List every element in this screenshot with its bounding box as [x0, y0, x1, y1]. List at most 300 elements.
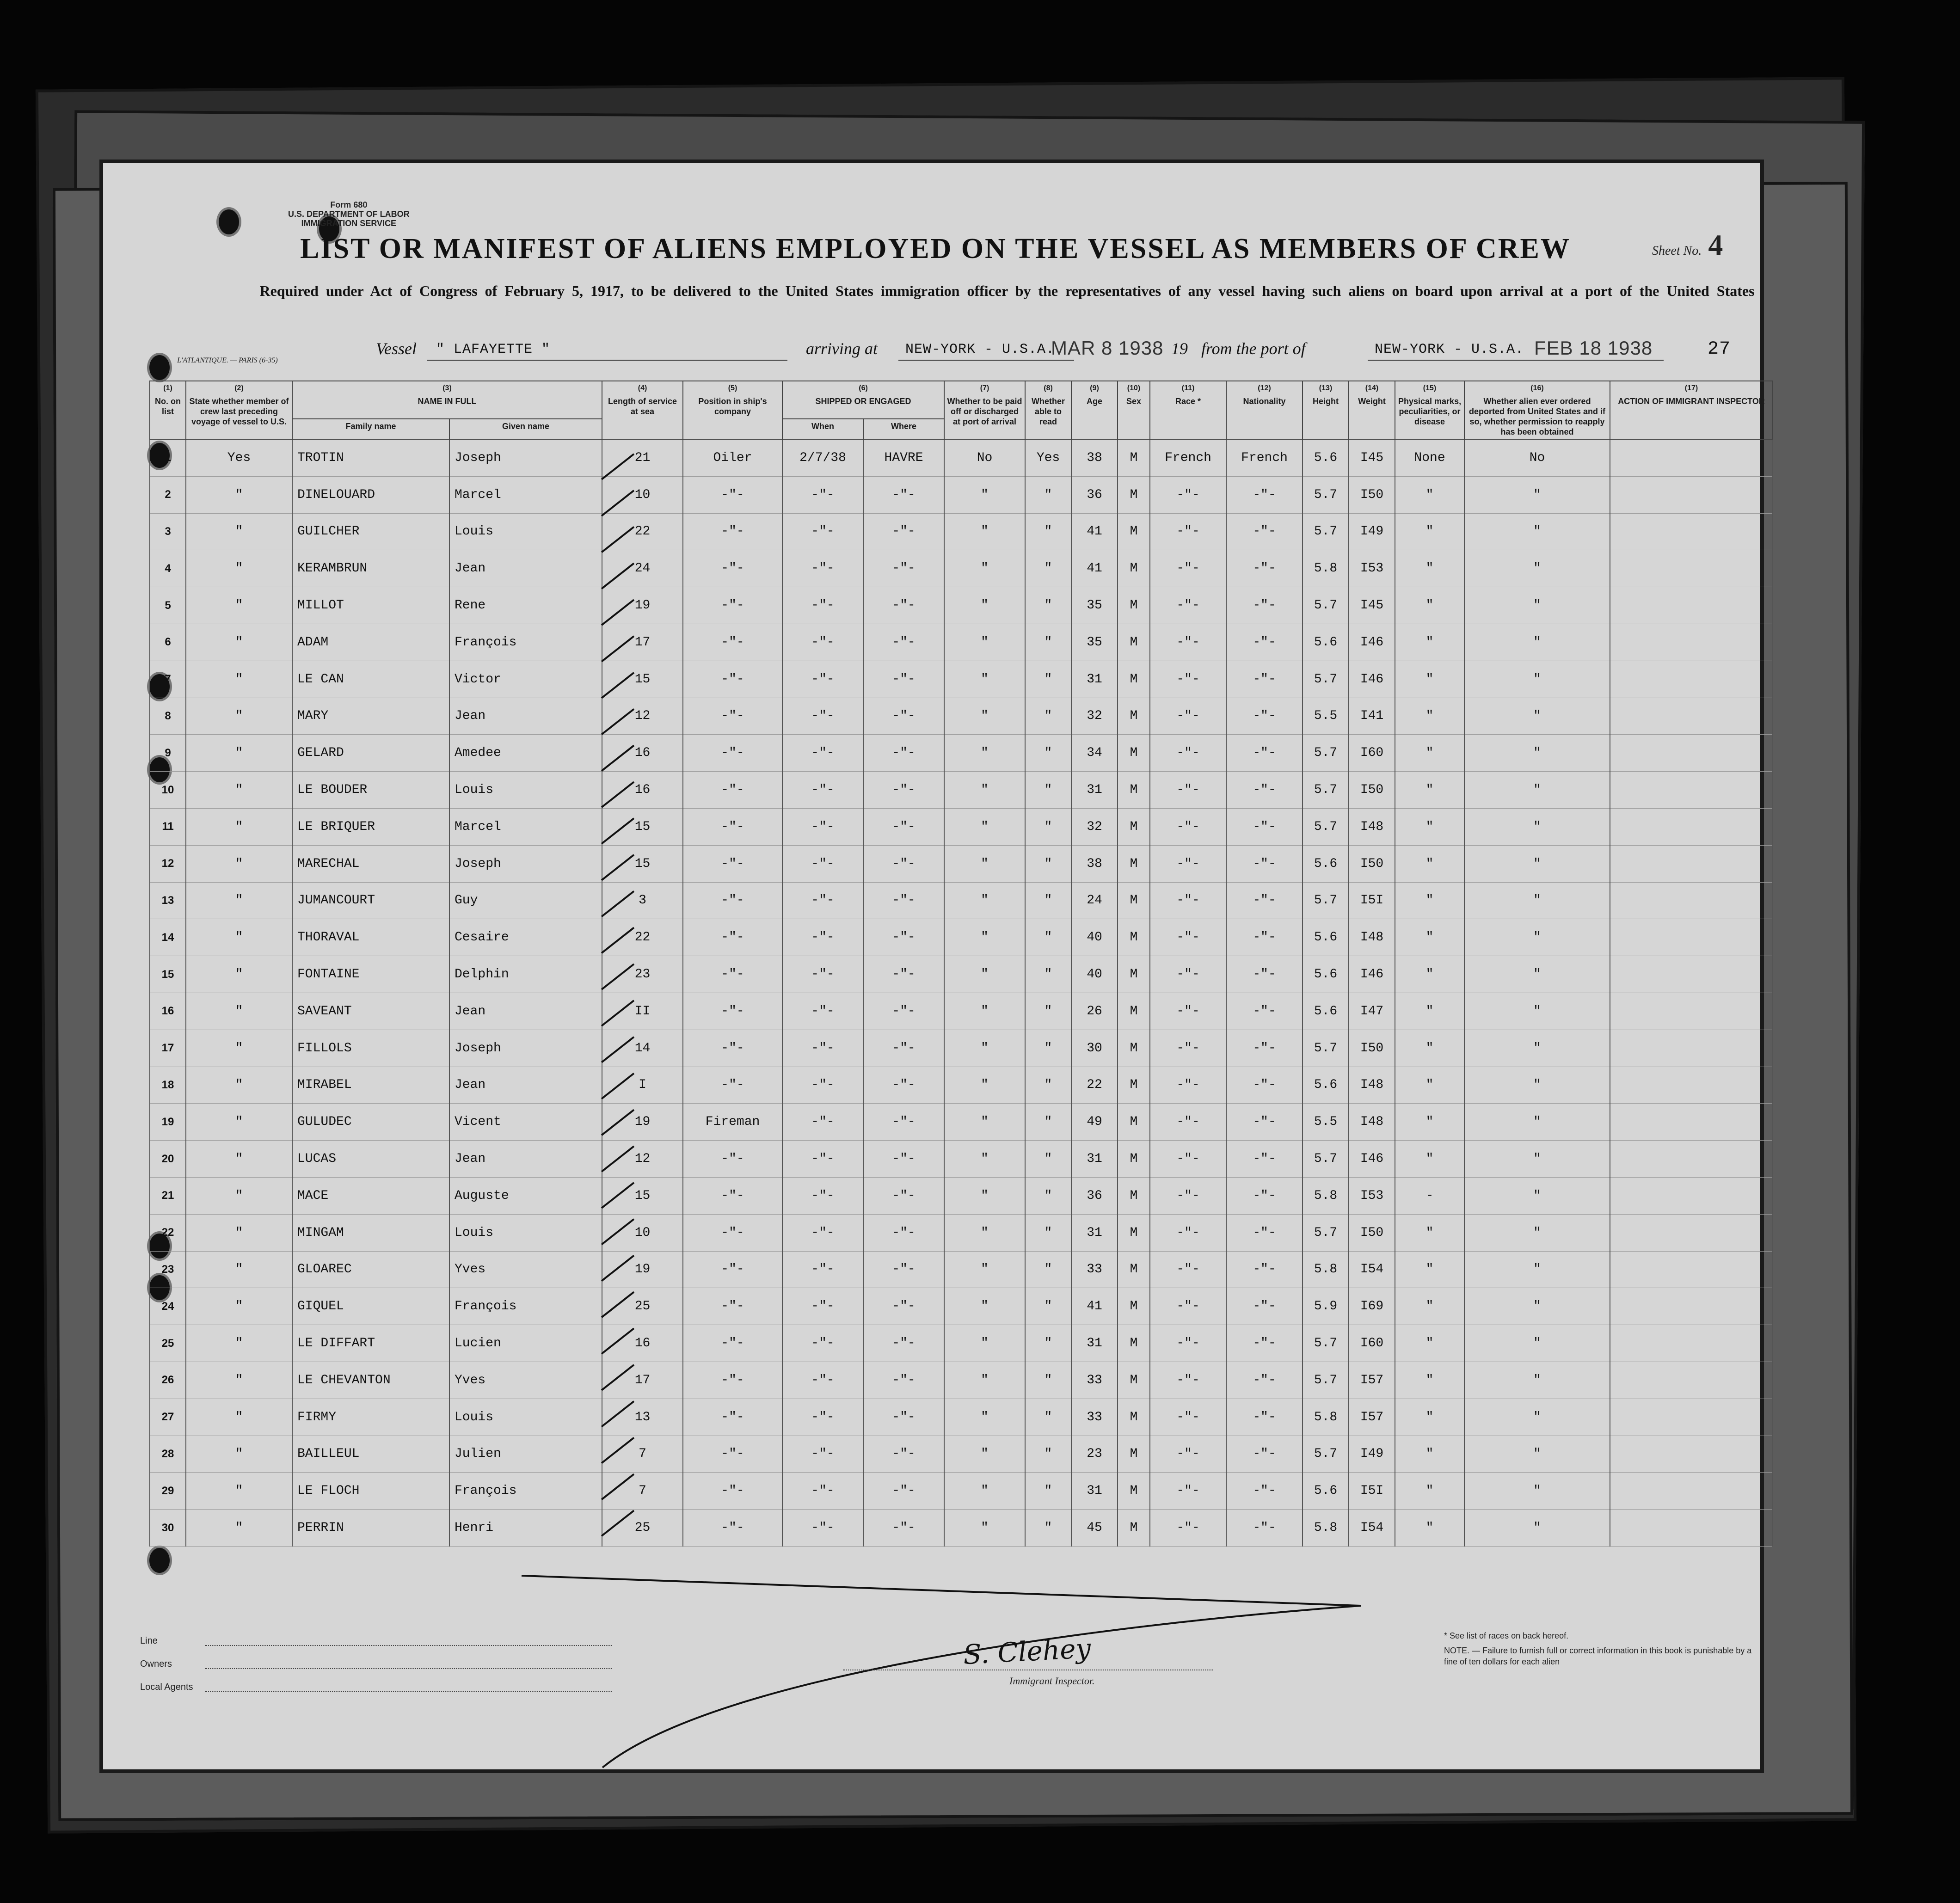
cell-given: Louis [449, 513, 602, 550]
cell-height: 5.6 [1303, 439, 1349, 476]
col-header-height: (13) Height [1303, 381, 1349, 439]
cell-race: -"- [1150, 1251, 1226, 1288]
cell-paid: " [944, 1030, 1025, 1067]
cell-family: FONTAINE [292, 956, 449, 993]
cell-where: -"- [863, 735, 944, 772]
table-row [150, 956, 1773, 993]
cell-no: 2 [150, 476, 186, 513]
col-header-weight: (14) Weight [1349, 381, 1395, 439]
arriving-label: arriving at [806, 339, 878, 358]
cell-height: 5.7 [1303, 735, 1349, 772]
cell-read: " [1025, 1141, 1071, 1178]
manifest-page [99, 160, 1764, 1773]
cell-race: -"- [1150, 1141, 1226, 1178]
cell-service: 25 [602, 1288, 683, 1325]
cell-deported: " [1464, 1473, 1610, 1510]
cell-height: 5.7 [1303, 513, 1349, 550]
cell-prev: " [186, 993, 292, 1030]
cell-weight: I45 [1349, 439, 1395, 476]
cell-family: GLOAREC [292, 1251, 449, 1288]
cell-given: Jean [449, 993, 602, 1030]
cell-paid: " [944, 845, 1025, 882]
cell-where: -"- [863, 882, 944, 919]
cell-prev: " [186, 845, 292, 882]
cell-deported: " [1464, 956, 1610, 993]
cell-prev: " [186, 1251, 292, 1288]
cell-prev: " [186, 698, 292, 735]
cell-deported: " [1464, 476, 1610, 513]
cell-position: -"- [683, 661, 782, 698]
cell-weight: I48 [1349, 808, 1395, 845]
cell-deported: " [1464, 735, 1610, 772]
cell-race: -"- [1150, 550, 1226, 587]
cell-sex: M [1118, 919, 1150, 956]
arriving-port: NEW-YORK - U.S.A. [905, 342, 1055, 357]
cell-family: FIRMY [292, 1399, 449, 1436]
cell-age: 32 [1071, 808, 1118, 845]
table-row [150, 845, 1773, 882]
cell-read: " [1025, 1067, 1071, 1104]
cell-sex: M [1118, 956, 1150, 993]
arrival-date-stamp: MAR 8 1938 [1051, 337, 1164, 359]
cell-given: Yves [449, 1362, 602, 1399]
cell-where: -"- [863, 1510, 944, 1547]
cell-weight: I48 [1349, 919, 1395, 956]
table-row [150, 1473, 1773, 1510]
cell-nationality: -"- [1226, 661, 1303, 698]
cell-action [1610, 1104, 1773, 1141]
cell-nationality: -"- [1226, 698, 1303, 735]
cell-given: Jean [449, 1067, 602, 1104]
cell-prev: " [186, 772, 292, 809]
table-row [150, 1214, 1773, 1251]
cell-action [1610, 1214, 1773, 1251]
cell-position: -"- [683, 550, 782, 587]
cell-nationality: -"- [1226, 1141, 1303, 1178]
cell-age: 35 [1071, 587, 1118, 624]
cell-no: 4 [150, 550, 186, 587]
cell-sex: M [1118, 1030, 1150, 1067]
cell-age: 41 [1071, 1288, 1118, 1325]
cell-marks: " [1395, 1399, 1464, 1436]
cell-where: -"- [863, 624, 944, 661]
cell-paid: " [944, 1399, 1025, 1436]
cell-weight: I46 [1349, 956, 1395, 993]
cell-service: 25 [602, 1510, 683, 1547]
cell-no: 24 [150, 1288, 186, 1325]
cell-sex: M [1118, 1362, 1150, 1399]
cell-sex: M [1118, 1510, 1150, 1547]
cell-when: -"- [782, 1325, 863, 1362]
table-row [150, 1510, 1773, 1547]
cell-weight: I54 [1349, 1510, 1395, 1547]
cell-service: 21 [602, 439, 683, 476]
cell-prev: " [186, 513, 292, 550]
table-row [150, 1399, 1773, 1436]
col-header-name: (3) NAME IN FULL [292, 381, 602, 419]
cell-height: 5.7 [1303, 1214, 1349, 1251]
cell-height: 5.6 [1303, 845, 1349, 882]
cell-age: 31 [1071, 1141, 1118, 1178]
page-number: 27 [1708, 339, 1731, 360]
cell-marks: " [1395, 1251, 1464, 1288]
cell-read: " [1025, 845, 1071, 882]
table-row [150, 1141, 1773, 1178]
cell-read: " [1025, 1288, 1071, 1325]
cell-when: -"- [782, 1214, 863, 1251]
cell-height: 5.8 [1303, 1510, 1349, 1547]
cell-prev: Yes [186, 439, 292, 476]
cell-position: -"- [683, 1030, 782, 1067]
cell-action [1610, 1325, 1773, 1362]
cell-deported: " [1464, 513, 1610, 550]
cell-when: -"- [782, 1362, 863, 1399]
cell-age: 40 [1071, 956, 1118, 993]
cell-read: " [1025, 882, 1071, 919]
document-subtitle: Required under Act of Congress of February 5, 1917, to be delivered to the United States immigration officer by the representatives of any vessel having such aliens on board upon arrival at a port of the United States [259, 282, 1755, 299]
cell-position: -"- [683, 882, 782, 919]
table-header-row [150, 381, 1773, 419]
table-row [150, 808, 1773, 845]
cell-race: -"- [1150, 1473, 1226, 1510]
cell-deported: " [1464, 698, 1610, 735]
cell-when: -"- [782, 1510, 863, 1547]
cell-nationality: -"- [1226, 845, 1303, 882]
table-row [150, 476, 1773, 513]
table-row [150, 513, 1773, 550]
cell-sex: M [1118, 476, 1150, 513]
cell-race: -"- [1150, 1288, 1226, 1325]
cell-race: -"- [1150, 587, 1226, 624]
punch-hole [147, 1546, 172, 1575]
cell-no: 3 [150, 513, 186, 550]
cell-sex: M [1118, 1399, 1150, 1436]
cell-action [1610, 550, 1773, 587]
cell-action [1610, 1251, 1773, 1288]
cell-weight: I47 [1349, 993, 1395, 1030]
cell-marks: " [1395, 476, 1464, 513]
cell-deported: " [1464, 1436, 1610, 1473]
cell-no: 17 [150, 1030, 186, 1067]
cell-read: " [1025, 919, 1071, 956]
cell-deported: " [1464, 808, 1610, 845]
cell-deported: " [1464, 1399, 1610, 1436]
col-header-race: (11) Race * [1150, 381, 1226, 439]
cell-action [1610, 956, 1773, 993]
cell-sex: M [1118, 1325, 1150, 1362]
cell-sex: M [1118, 661, 1150, 698]
cell-service: 16 [602, 1325, 683, 1362]
cell-paid: " [944, 1325, 1025, 1362]
cell-service: 14 [602, 1030, 683, 1067]
cell-position: Fireman [683, 1104, 782, 1141]
cell-when: -"- [782, 919, 863, 956]
cell-no: 21 [150, 1177, 186, 1214]
cell-action [1610, 1436, 1773, 1473]
cell-where: -"- [863, 993, 944, 1030]
cell-service: 19 [602, 1251, 683, 1288]
cell-action [1610, 1177, 1773, 1214]
cell-paid: " [944, 476, 1025, 513]
cell-paid: " [944, 1214, 1025, 1251]
cell-weight: I53 [1349, 550, 1395, 587]
cell-given: Rene [449, 587, 602, 624]
cell-nationality: -"- [1226, 808, 1303, 845]
cell-race: -"- [1150, 808, 1226, 845]
cell-marks: " [1395, 1214, 1464, 1251]
cell-action [1610, 1510, 1773, 1547]
cell-family: JUMANCOURT [292, 882, 449, 919]
cell-marks: " [1395, 1436, 1464, 1473]
cell-read: " [1025, 993, 1071, 1030]
cell-family: MILLOT [292, 587, 449, 624]
cell-given: Joseph [449, 439, 602, 476]
cell-deported: " [1464, 882, 1610, 919]
cell-sex: M [1118, 439, 1150, 476]
cell-race: -"- [1150, 661, 1226, 698]
cell-marks: " [1395, 1141, 1464, 1178]
cell-deported: " [1464, 772, 1610, 809]
cell-age: 41 [1071, 513, 1118, 550]
cell-paid: " [944, 1067, 1025, 1104]
cell-prev: " [186, 919, 292, 956]
cell-weight: I53 [1349, 1177, 1395, 1214]
cell-height: 5.8 [1303, 1251, 1349, 1288]
cell-action [1610, 513, 1773, 550]
cell-no: 16 [150, 993, 186, 1030]
cell-given: François [449, 624, 602, 661]
cell-sex: M [1118, 513, 1150, 550]
cell-service: 10 [602, 476, 683, 513]
cell-where: -"- [863, 476, 944, 513]
cell-marks: " [1395, 735, 1464, 772]
table-row [150, 1104, 1773, 1141]
cell-no: 18 [150, 1067, 186, 1104]
cell-age: 22 [1071, 1067, 1118, 1104]
cell-action [1610, 772, 1773, 809]
cell-deported: No [1464, 439, 1610, 476]
sheet-label: Sheet No. [1652, 244, 1702, 258]
cell-family: THORAVAL [292, 919, 449, 956]
cell-action [1610, 1067, 1773, 1104]
cell-family: MINGAM [292, 1214, 449, 1251]
cell-position: -"- [683, 1177, 782, 1214]
sheet-value: 4 [1708, 228, 1723, 261]
cell-age: 49 [1071, 1104, 1118, 1141]
col-header-sex: (10) Sex [1118, 381, 1150, 439]
cell-sex: M [1118, 587, 1150, 624]
cell-weight: I50 [1349, 772, 1395, 809]
cell-no: 30 [150, 1510, 186, 1547]
table-row [150, 698, 1773, 735]
cell-race: -"- [1150, 624, 1226, 661]
table-row [150, 772, 1773, 809]
cell-read: " [1025, 1399, 1071, 1436]
cell-prev: " [186, 661, 292, 698]
closing-line [522, 1576, 1361, 1606]
cell-weight: I46 [1349, 1141, 1395, 1178]
cell-nationality: -"- [1226, 1214, 1303, 1251]
cell-where: -"- [863, 1473, 944, 1510]
cell-weight: I50 [1349, 1214, 1395, 1251]
cell-race: -"- [1150, 1325, 1226, 1362]
table-row [150, 1288, 1773, 1325]
cell-race: -"- [1150, 1177, 1226, 1214]
cell-where: -"- [863, 1177, 944, 1214]
cell-prev: " [186, 882, 292, 919]
cell-height: 5.7 [1303, 476, 1349, 513]
cell-read: Yes [1025, 439, 1071, 476]
cell-race: -"- [1150, 1436, 1226, 1473]
cell-age: 31 [1071, 1473, 1118, 1510]
cell-race: -"- [1150, 1030, 1226, 1067]
cell-position: -"- [683, 1399, 782, 1436]
cell-height: 5.8 [1303, 550, 1349, 587]
cell-read: " [1025, 587, 1071, 624]
cell-when: -"- [782, 587, 863, 624]
cell-service: 17 [602, 1362, 683, 1399]
cell-where: -"- [863, 661, 944, 698]
cell-read: " [1025, 1325, 1071, 1362]
cell-service: II [602, 993, 683, 1030]
form-identifier [288, 200, 410, 228]
table-row [150, 624, 1773, 661]
cell-deported: " [1464, 1510, 1610, 1547]
cell-read: " [1025, 624, 1071, 661]
cell-read: " [1025, 513, 1071, 550]
cell-height: 5.6 [1303, 1067, 1349, 1104]
cell-given: Cesaire [449, 919, 602, 956]
cell-deported: " [1464, 1325, 1610, 1362]
cell-marks: " [1395, 1325, 1464, 1362]
cell-when: -"- [782, 624, 863, 661]
vessel-label: Vessel [376, 339, 417, 358]
cell-nationality: -"- [1226, 476, 1303, 513]
cell-given: François [449, 1473, 602, 1510]
cell-given: Marcel [449, 808, 602, 845]
cell-when: -"- [782, 956, 863, 993]
cell-race: -"- [1150, 772, 1226, 809]
cell-height: 5.6 [1303, 624, 1349, 661]
cell-position: -"- [683, 587, 782, 624]
cell-race: -"- [1150, 698, 1226, 735]
cell-nationality: -"- [1226, 624, 1303, 661]
cell-action [1610, 919, 1773, 956]
cell-prev: " [186, 1030, 292, 1067]
cell-when: -"- [782, 1141, 863, 1178]
cell-marks: " [1395, 772, 1464, 809]
cell-family: SAVEANT [292, 993, 449, 1030]
cell-nationality: -"- [1226, 993, 1303, 1030]
cell-family: LE CAN [292, 661, 449, 698]
cell-read: " [1025, 661, 1071, 698]
cell-action [1610, 845, 1773, 882]
cell-deported: " [1464, 1141, 1610, 1178]
cell-prev: " [186, 1436, 292, 1473]
cell-age: 41 [1071, 550, 1118, 587]
cell-nationality: -"- [1226, 1067, 1303, 1104]
col-header-marks: (15) Physical marks, peculiarities, or disease [1395, 381, 1464, 439]
cell-position: -"- [683, 1251, 782, 1288]
cell-when: -"- [782, 845, 863, 882]
cell-weight: I49 [1349, 513, 1395, 550]
table-row [150, 919, 1773, 956]
cell-nationality: -"- [1226, 919, 1303, 956]
cell-service: 23 [602, 956, 683, 993]
cell-family: LE BOUDER [292, 772, 449, 809]
cell-paid: " [944, 993, 1025, 1030]
cell-prev: " [186, 476, 292, 513]
cell-action [1610, 735, 1773, 772]
document-title: LIST OR MANIFEST OF ALIENS EMPLOYED ON THE VESSEL AS MEMBERS OF CREW [300, 233, 1571, 264]
cell-no: 10 [150, 772, 186, 809]
cell-given: Auguste [449, 1177, 602, 1214]
cell-paid: " [944, 1362, 1025, 1399]
cell-sex: M [1118, 808, 1150, 845]
cell-action [1610, 476, 1773, 513]
cell-paid: " [944, 772, 1025, 809]
col-header-service: (4) Length of service at sea [602, 381, 683, 439]
cell-marks: " [1395, 1510, 1464, 1547]
cell-no: 27 [150, 1399, 186, 1436]
cell-service: 22 [602, 919, 683, 956]
cell-weight: I69 [1349, 1288, 1395, 1325]
col-header-shipped: (6) SHIPPED OR ENGAGED [782, 381, 944, 419]
cell-position: -"- [683, 808, 782, 845]
race-footnote: * See list of races on back hereof. [1444, 1631, 1569, 1640]
table-row [150, 1030, 1773, 1067]
cell-given: Delphin [449, 956, 602, 993]
year-suffix: 19 [1171, 339, 1188, 358]
cell-position: -"- [683, 1067, 782, 1104]
cell-no: 14 [150, 919, 186, 956]
cell-given: Louis [449, 772, 602, 809]
cell-given: Victor [449, 661, 602, 698]
cell-age: 35 [1071, 624, 1118, 661]
cell-action [1610, 1473, 1773, 1510]
cell-height: 5.8 [1303, 1177, 1349, 1214]
cell-paid: " [944, 808, 1025, 845]
cell-action [1610, 661, 1773, 698]
cell-when: -"- [782, 993, 863, 1030]
cell-paid: " [944, 1104, 1025, 1141]
cell-weight: I46 [1349, 661, 1395, 698]
cell-sex: M [1118, 1177, 1150, 1214]
cell-weight: I48 [1349, 1067, 1395, 1104]
cell-prev: " [186, 550, 292, 587]
cell-service: 15 [602, 1177, 683, 1214]
cell-read: " [1025, 1177, 1071, 1214]
cell-position: -"- [683, 956, 782, 993]
cell-nationality: -"- [1226, 1473, 1303, 1510]
crew-manifest-table [149, 381, 1773, 1547]
cell-where: -"- [863, 1251, 944, 1288]
cell-family: MACE [292, 1177, 449, 1214]
col-header-where: Where [863, 419, 944, 439]
cell-family: MIRABEL [292, 1067, 449, 1104]
local-agents-label: Local Agents [140, 1682, 193, 1692]
cell-family: MARY [292, 698, 449, 735]
cell-position: -"- [683, 1436, 782, 1473]
cell-height: 5.6 [1303, 956, 1349, 993]
cell-where: -"- [863, 1214, 944, 1251]
cell-no: 15 [150, 956, 186, 993]
cell-service: I [602, 1067, 683, 1104]
voyage-line [103, 339, 1768, 367]
departure-date-stamp: FEB 18 1938 [1534, 337, 1653, 359]
cell-given: Louis [449, 1399, 602, 1436]
cell-age: 33 [1071, 1362, 1118, 1399]
